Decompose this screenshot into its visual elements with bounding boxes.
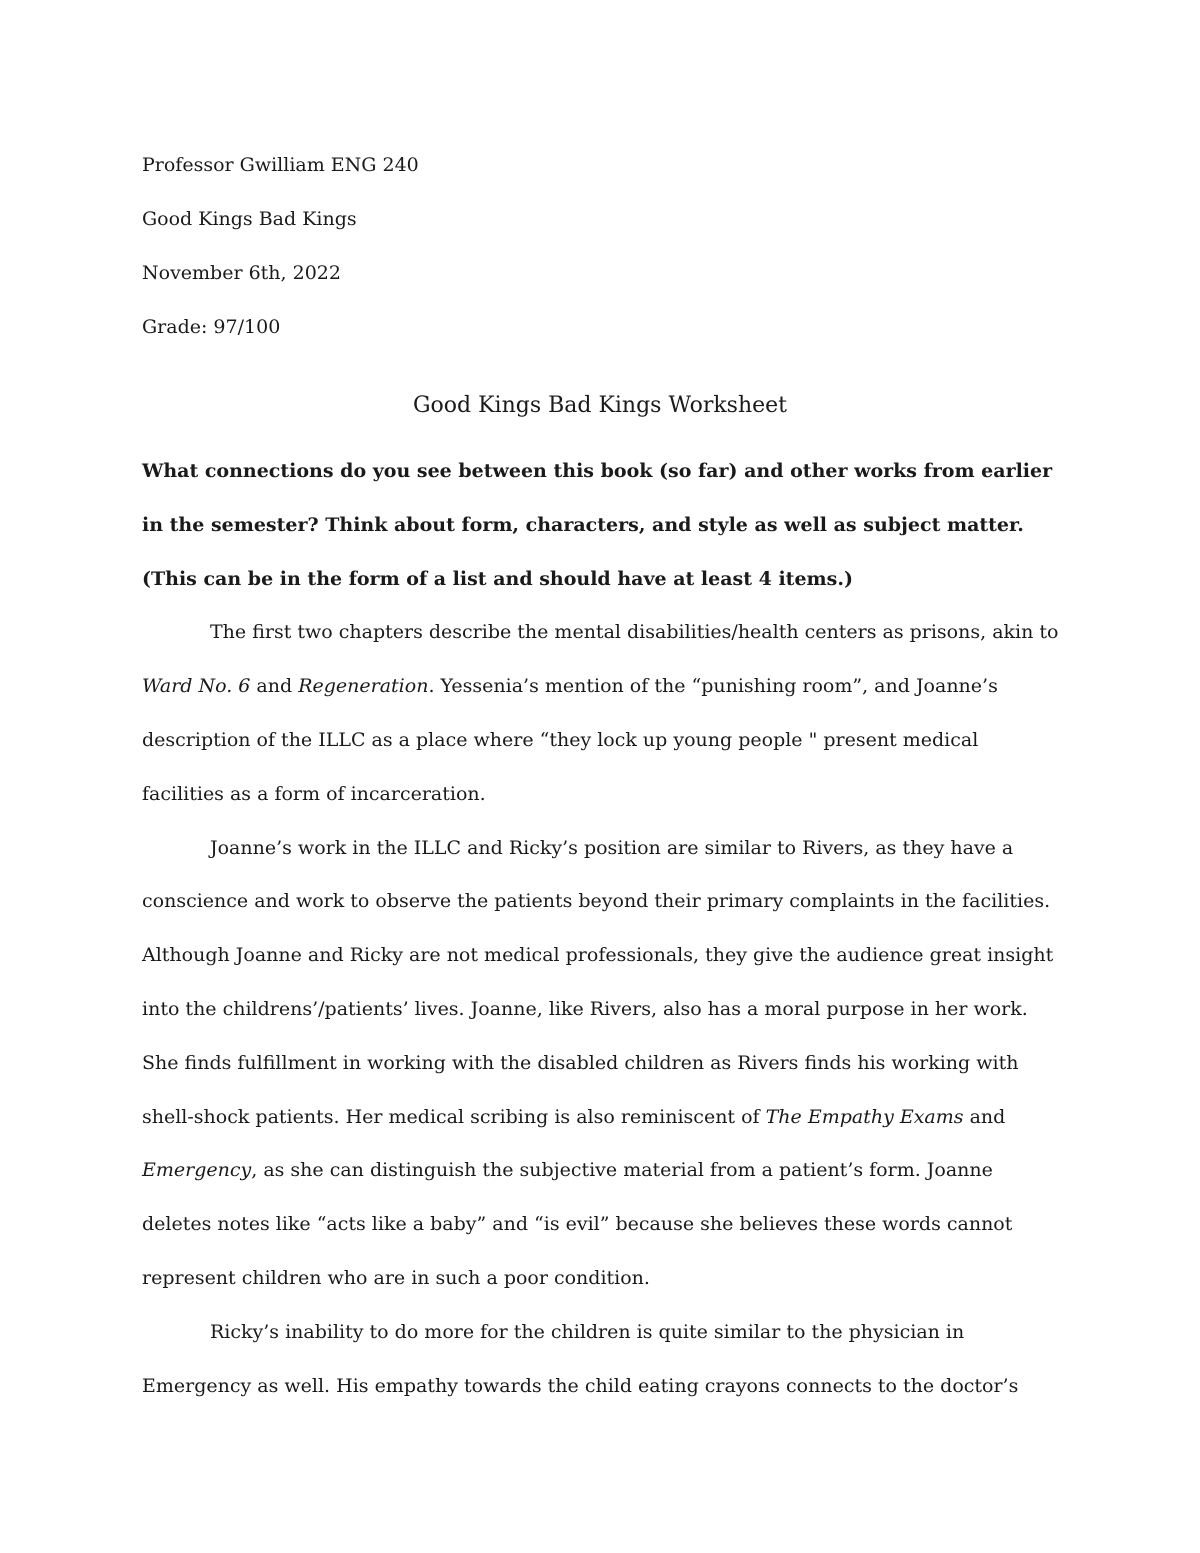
worksheet-question: What connections do you see between this book (so far) and other works from earlier in the semester? Think about form, characters, and style as well as subject matter. (This can be in the form of a list and should have at least 4 items.) bbox=[142, 460, 1053, 590]
book-title-regeneration: Regeneration bbox=[298, 675, 429, 698]
document-header bbox=[142, 138, 1062, 354]
header-book-title: Good Kings Bad Kings bbox=[142, 208, 357, 230]
book-title-emergency: Emergency bbox=[142, 1159, 252, 1182]
paragraph-1-text-a: The first two chapters describe the mental disabilities/health centers as prisons, akin to bbox=[210, 621, 1059, 644]
paragraph-1-text-b: and bbox=[250, 675, 299, 698]
paragraph-3 bbox=[142, 1306, 1064, 1414]
worksheet-title: Good Kings Bad Kings Worksheet bbox=[412, 393, 788, 418]
header-grade: Grade: 97/100 bbox=[142, 316, 281, 338]
book-title-ward-no-6: Ward No. 6 bbox=[142, 675, 251, 698]
header-date: November 6th, 2022 bbox=[142, 262, 341, 284]
paragraph-1-text-c: . Yessenia’s mention of the “punishing room”, and Joanne’s description of the ILLC as a place where “they lock up young people " present medical facilities as a form of incarceration. bbox=[142, 675, 998, 805]
paragraph-2-text-a: Joanne’s work in the ILLC and Ricky’s position are similar to Rivers, as they have a conscience and work to observe the patients beyond their primary complaints in the facilities. Although Joanne and Ricky are not medical professionals, they give the audience great insight into the childrens’/patients’ lives. Joanne, like Rivers, also has a moral purpose in her work. She finds fulfillment in working with the disabled children as Rivers finds his working with shell-shock patients. Her medical scribing is also reminiscent of bbox=[142, 836, 1054, 1128]
paragraph-1 bbox=[142, 606, 1064, 821]
paragraph-2-text-c: , as she can distinguish the subjective material from a patient’s form. Joanne deletes notes like “acts like a baby” and “is evil” because she believes these words cannot represent children who are in such a poor condition. bbox=[142, 1159, 1013, 1289]
paragraph-3-text: Ricky’s inability to do more for the children is quite similar to the physician in Emergency as well. His empathy towards the child eating crayons connects to the doctor’s bbox=[142, 1320, 1019, 1397]
document-body bbox=[142, 445, 1064, 1413]
paragraph-2-text-b: and bbox=[963, 1105, 1006, 1128]
book-title-empathy-exams: The Empathy Exams bbox=[765, 1105, 964, 1128]
paragraph-2 bbox=[142, 822, 1064, 1306]
header-professor-course: Professor Gwilliam ENG 240 bbox=[142, 154, 419, 176]
